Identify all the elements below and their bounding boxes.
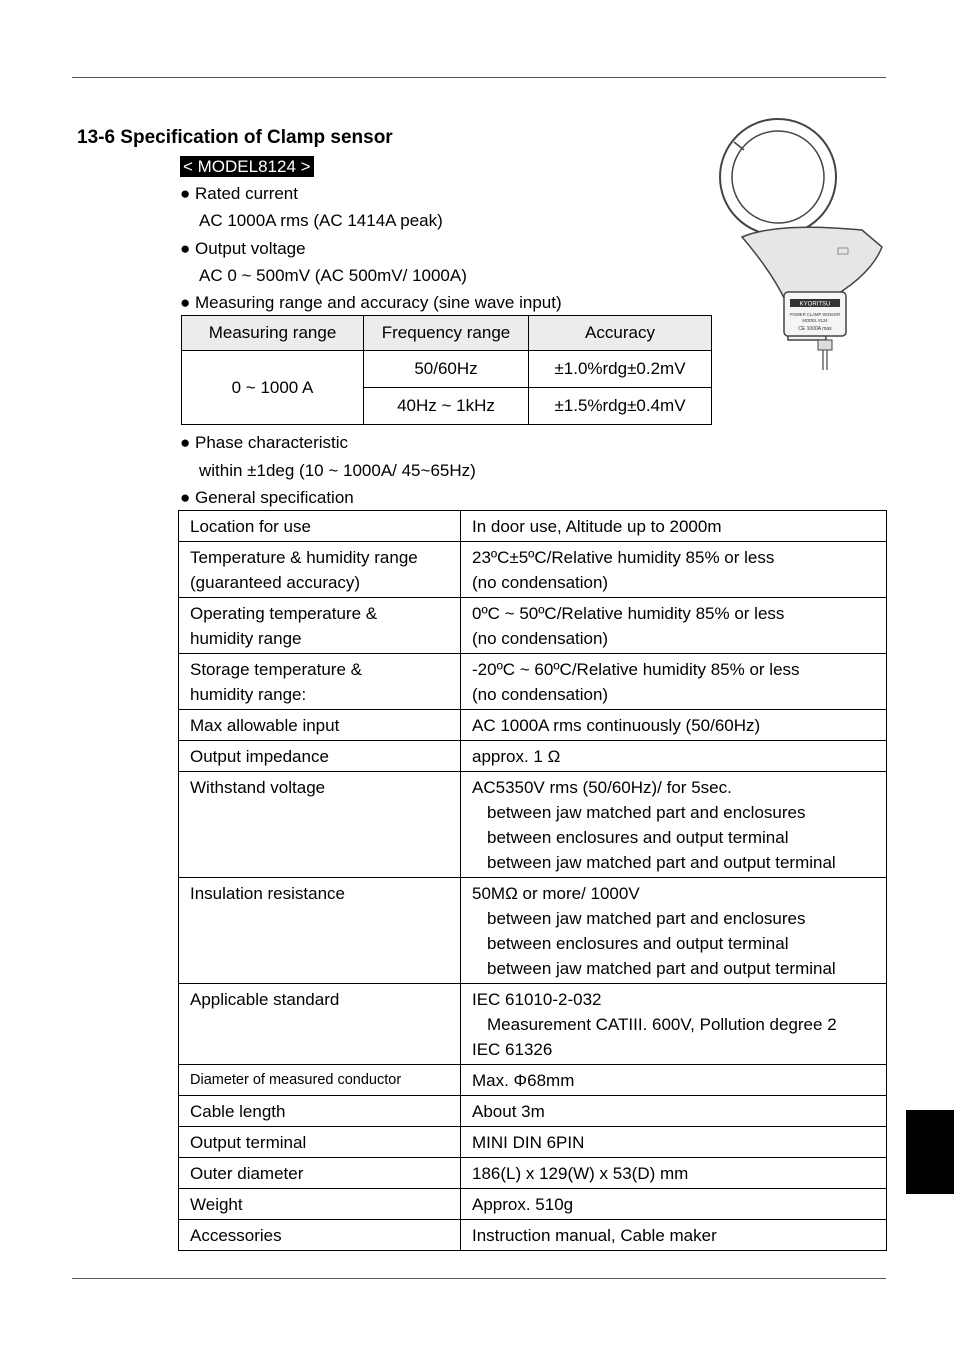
spec-value [461,878,887,984]
spec-label [179,878,461,984]
measuring-range-label: ● Measuring range and accuracy (sine wave input) [180,293,562,312]
spec-value-line: -20ºC ~ 60ºC/Relative humidity 85% or less [472,660,800,679]
spec-value [461,511,887,542]
spec-row [179,1065,887,1096]
spec-value [461,1065,887,1096]
spec-value [461,654,887,710]
spec-label-line: Accessories [190,1226,282,1245]
output-voltage-label: ● Output voltage [180,239,306,258]
spec-label-line: humidity range: [190,685,307,704]
accuracy-header-row [182,316,712,351]
spec-label-line: humidity range [190,629,302,648]
spec-value-line: AC 1000A rms continuously (50/60Hz) [472,716,761,735]
spec-value-subline: Measurement CATIII. 600V, Pollution degree 2 [487,1015,837,1034]
spec-value-line: Approx. 510g [472,1195,574,1214]
spec-row [179,772,887,878]
spec-label [179,741,461,772]
general-spec-table [178,510,887,1251]
device-line1: POWER CLAMP SENSOR [789,312,841,317]
spec-value-subline: between jaw matched part and output terminal [487,959,836,978]
device-brand: KYORITSU [799,301,831,308]
chapter-tab [906,1110,954,1194]
spec-label-line: (guaranteed accuracy) [190,573,361,592]
spec-row [179,511,887,542]
spec-label [179,1220,461,1251]
spec-value-line: About 3m [472,1102,545,1121]
spec-row [179,1096,887,1127]
clamp-sensor-icon [712,112,892,374]
clamp-sensor-illustration [712,112,892,379]
spec-value [461,1158,887,1189]
spec-label-line: Output terminal [190,1133,307,1152]
spec-value-line: 50MΩ or more/ 1000V [472,884,640,903]
spec-label [179,1065,461,1096]
spec-label-line: Max allowable input [190,716,340,735]
spec-label [179,1189,461,1220]
phase-value: within ±1deg (10 ~ 1000A/ 45~65Hz) [199,461,476,480]
spec-row [179,1158,887,1189]
spec-label-line: Diameter of measured conductor [190,1072,402,1088]
accuracy-cell: ±1.5%rdg±0.4mV [529,388,712,425]
header-accuracy: Accuracy [529,316,712,351]
spec-value-subline: between enclosures and output terminal [487,934,789,953]
spec-value-line: IEC 61326 [472,1040,553,1059]
spec-label-line: Temperature & humidity range [190,548,418,567]
spec-row [179,654,887,710]
section-title: 13-6 Specification of Clamp sensor [77,127,393,148]
device-line2: MODEL 8124 [802,318,828,323]
bottom-rule [72,1278,886,1279]
spec-label [179,1127,461,1158]
spec-label-line: Cable length [190,1102,286,1121]
model-tag: < MODEL8124 > [180,156,314,177]
rated-current-label: ● Rated current [180,184,298,203]
frequency-cell: 40Hz ~ 1kHz [364,388,529,425]
spec-value-line: approx. 1 Ω [472,747,561,766]
spec-label-line: Storage temperature & [190,660,362,679]
measuring-range-cell: 0 ~ 1000 A [182,351,364,425]
spec-row [179,542,887,598]
spec-label [179,710,461,741]
header-frequency-range: Frequency range [364,316,529,351]
frequency-cell: 50/60Hz [364,351,529,388]
spec-row [179,598,887,654]
spec-value-line: (no condensation) [472,685,609,704]
spec-label-line: Insulation resistance [190,884,345,903]
accuracy-row [182,351,712,388]
spec-value [461,1127,887,1158]
spec-value [461,1220,887,1251]
output-voltage-value: AC 0 ~ 500mV (AC 500mV/ 1000A) [199,266,467,285]
accuracy-cell: ±1.0%rdg±0.2mV [529,351,712,388]
spec-label-line: Withstand voltage [190,778,326,797]
phase-label: ● Phase characteristic [180,433,349,452]
rated-current-value: AC 1000A rms (AC 1414A peak) [199,211,443,230]
spec-row [179,1220,887,1251]
spec-row [179,984,887,1065]
header-measuring-range: Measuring range [182,316,364,351]
spec-value [461,542,887,598]
spec-label [179,1096,461,1127]
spec-value-line: (no condensation) [472,573,609,592]
spec-value-subline: between jaw matched part and enclosures [487,909,806,928]
accuracy-table [181,315,712,425]
spec-label [179,598,461,654]
spec-value-line: Max. Φ68mm [472,1071,575,1090]
spec-value [461,1189,887,1220]
spec-label-line: Operating temperature & [190,604,378,623]
spec-label [179,1158,461,1189]
spec-value-subline: between jaw matched part and output terminal [487,853,836,872]
spec-label-line: Weight [190,1195,243,1214]
spec-value [461,772,887,878]
spec-value [461,1096,887,1127]
general-spec-label: ● General specification [180,488,354,507]
spec-label-line: Location for use [190,517,311,536]
spec-value [461,710,887,741]
spec-row [179,710,887,741]
spec-label [179,772,461,878]
spec-value-line: In door use, Altitude up to 2000m [472,517,722,536]
spec-row [179,1127,887,1158]
spec-label-line: Applicable standard [190,990,340,1009]
spec-value-line: MINI DIN 6PIN [472,1133,585,1152]
top-rule [72,77,886,78]
device-line3: CE 1000A max [798,326,832,332]
spec-value-subline: between enclosures and output terminal [487,828,789,847]
spec-value-line: 23ºC±5ºC/Relative humidity 85% or less [472,548,775,567]
spec-label [179,654,461,710]
spec-value-line: IEC 61010-2-032 [472,990,602,1009]
spec-label [179,984,461,1065]
spec-value [461,984,887,1065]
spec-label-line: Outer diameter [190,1164,304,1183]
spec-label [179,542,461,598]
spec-value-line: 0ºC ~ 50ºC/Relative humidity 85% or less [472,604,785,623]
spec-row [179,741,887,772]
spec-row [179,1189,887,1220]
spec-label [179,511,461,542]
spec-row [179,878,887,984]
spec-value [461,598,887,654]
spec-value-line: AC5350V rms (50/60Hz)/ for 5sec. [472,778,732,797]
spec-value-subline: between jaw matched part and enclosures [487,803,806,822]
spec-value [461,741,887,772]
spec-value-line: 186(L) x 129(W) x 53(D) mm [472,1164,689,1183]
spec-value-line: (no condensation) [472,629,609,648]
spec-label-line: Output impedance [190,747,329,766]
spec-value-line: Instruction manual, Cable maker [472,1226,717,1245]
